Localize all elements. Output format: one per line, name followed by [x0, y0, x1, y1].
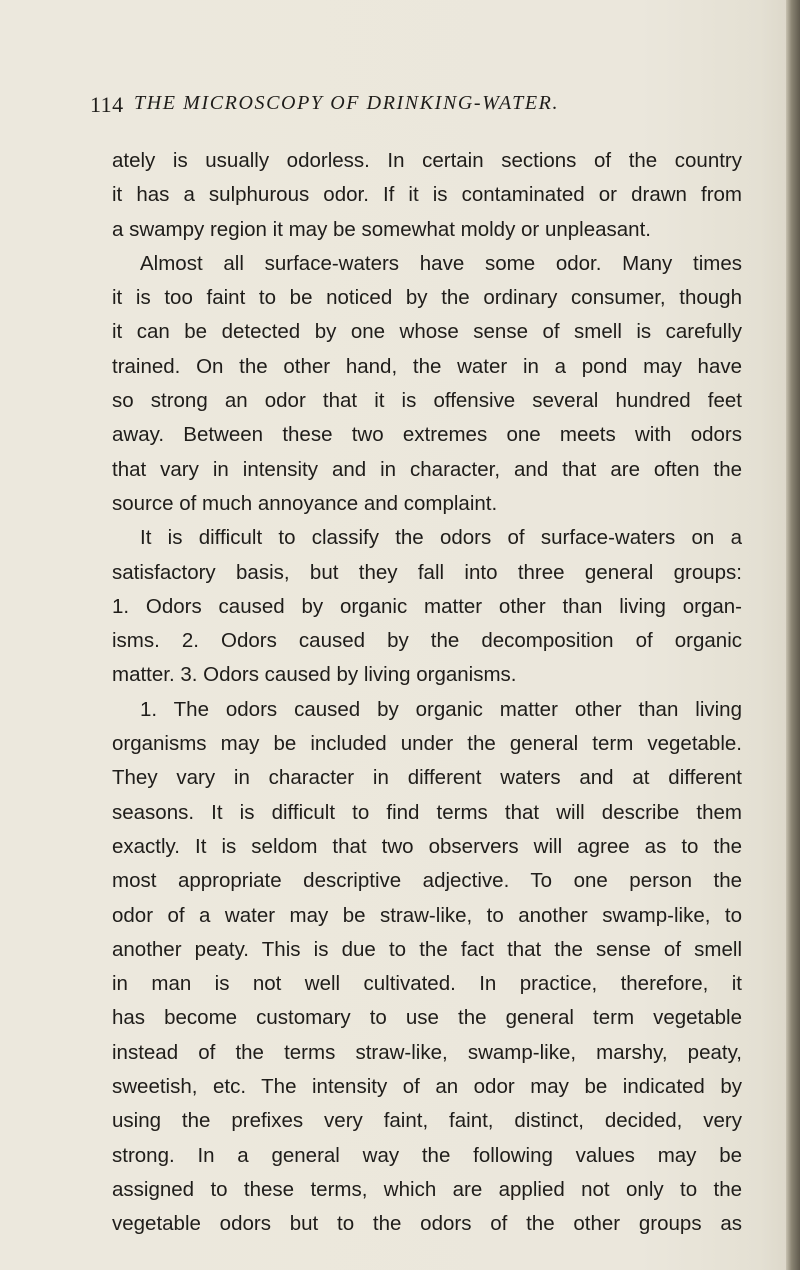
text-line-10: that vary in intensity and in character, and that are often the: [112, 457, 742, 481]
text-line-30: strong. In a general way the following values may be: [112, 1143, 742, 1167]
text-line-3: a swampy region it may be somewhat moldy or unpleasant.: [112, 217, 651, 241]
text-line-16: matter. 3. Odors caused by living organisms.: [112, 663, 517, 687]
text-line-14: 1. Odors caused by organic matter other than living organ-: [112, 594, 742, 618]
text-line-13: satisfactory basis, but they fall into three general groups:: [112, 560, 742, 584]
text-line-27: instead of the terms straw-like, swamp-like, marshy, peaty,: [112, 1040, 742, 1064]
body-text: [112, 144, 742, 1242]
text-line-31: assigned to these terms, which are applied not only to the: [112, 1177, 742, 1201]
text-line-12: It is difficult to classify the odors of surface-waters on a: [140, 526, 742, 550]
text-line-7: trained. On the other hand, the water in a pond may have: [112, 354, 742, 378]
text-line-25: in man is not well cultivated. In practice, therefore, it: [112, 972, 742, 996]
text-line-5: it is too faint to be noticed by the ordinary consumer, though: [112, 286, 742, 310]
text-line-8: so strong an odor that it is offensive several hundred feet: [112, 389, 742, 413]
text-line-18: organisms may be included under the general term vegetable.: [112, 732, 742, 756]
text-line-9: away. Between these two extremes one meets with odors: [112, 423, 742, 447]
text-line-26: has become customary to use the general term vegetable: [112, 1006, 742, 1030]
text-line-23: odor of a water may be straw-like, to another swamp-like, to: [112, 903, 742, 927]
text-line-32: vegetable odors but to the odors of the other groups as: [112, 1212, 742, 1236]
text-line-21: exactly. It is seldom that two observers will agree as to the: [112, 834, 742, 858]
running-title: THE MICROSCOPY OF DRINKING-WATER.: [134, 92, 560, 114]
text-line-1: ately is usually odorless. In certain sections of the country: [112, 149, 742, 172]
text-line-28: sweetish, etc. The intensity of an odor may be indicated by: [112, 1075, 742, 1099]
text-line-11: source of much annoyance and complaint.: [112, 491, 498, 515]
text-line-19: They vary in character in different waters and at different: [112, 766, 742, 790]
text-line-2: it has a sulphurous odor. If it is contaminated or drawn from: [112, 183, 742, 207]
text-line-22: most appropriate descriptive adjective. To one person the: [112, 869, 742, 893]
text-line-17: 1. The odors caused by organic matter other than living: [140, 697, 742, 721]
text-line-4: Almost all surface-waters have some odor. Many times: [140, 251, 742, 275]
page-number: 114: [90, 92, 124, 117]
book-spine-edge: [786, 0, 800, 1270]
text-line-24: another peaty. This is due to the fact that the sense of smell: [112, 937, 742, 961]
running-head: [90, 92, 750, 122]
text-line-29: using the prefixes very faint, faint, distinct, decided, very: [112, 1109, 742, 1133]
text-line-20: seasons. It is difficult to find terms that will describe them: [112, 800, 742, 824]
text-line-15: isms. 2. Odors caused by the decomposition of organic: [112, 629, 742, 653]
text-line-6: it can be detected by one whose sense of smell is carefully: [112, 320, 742, 344]
